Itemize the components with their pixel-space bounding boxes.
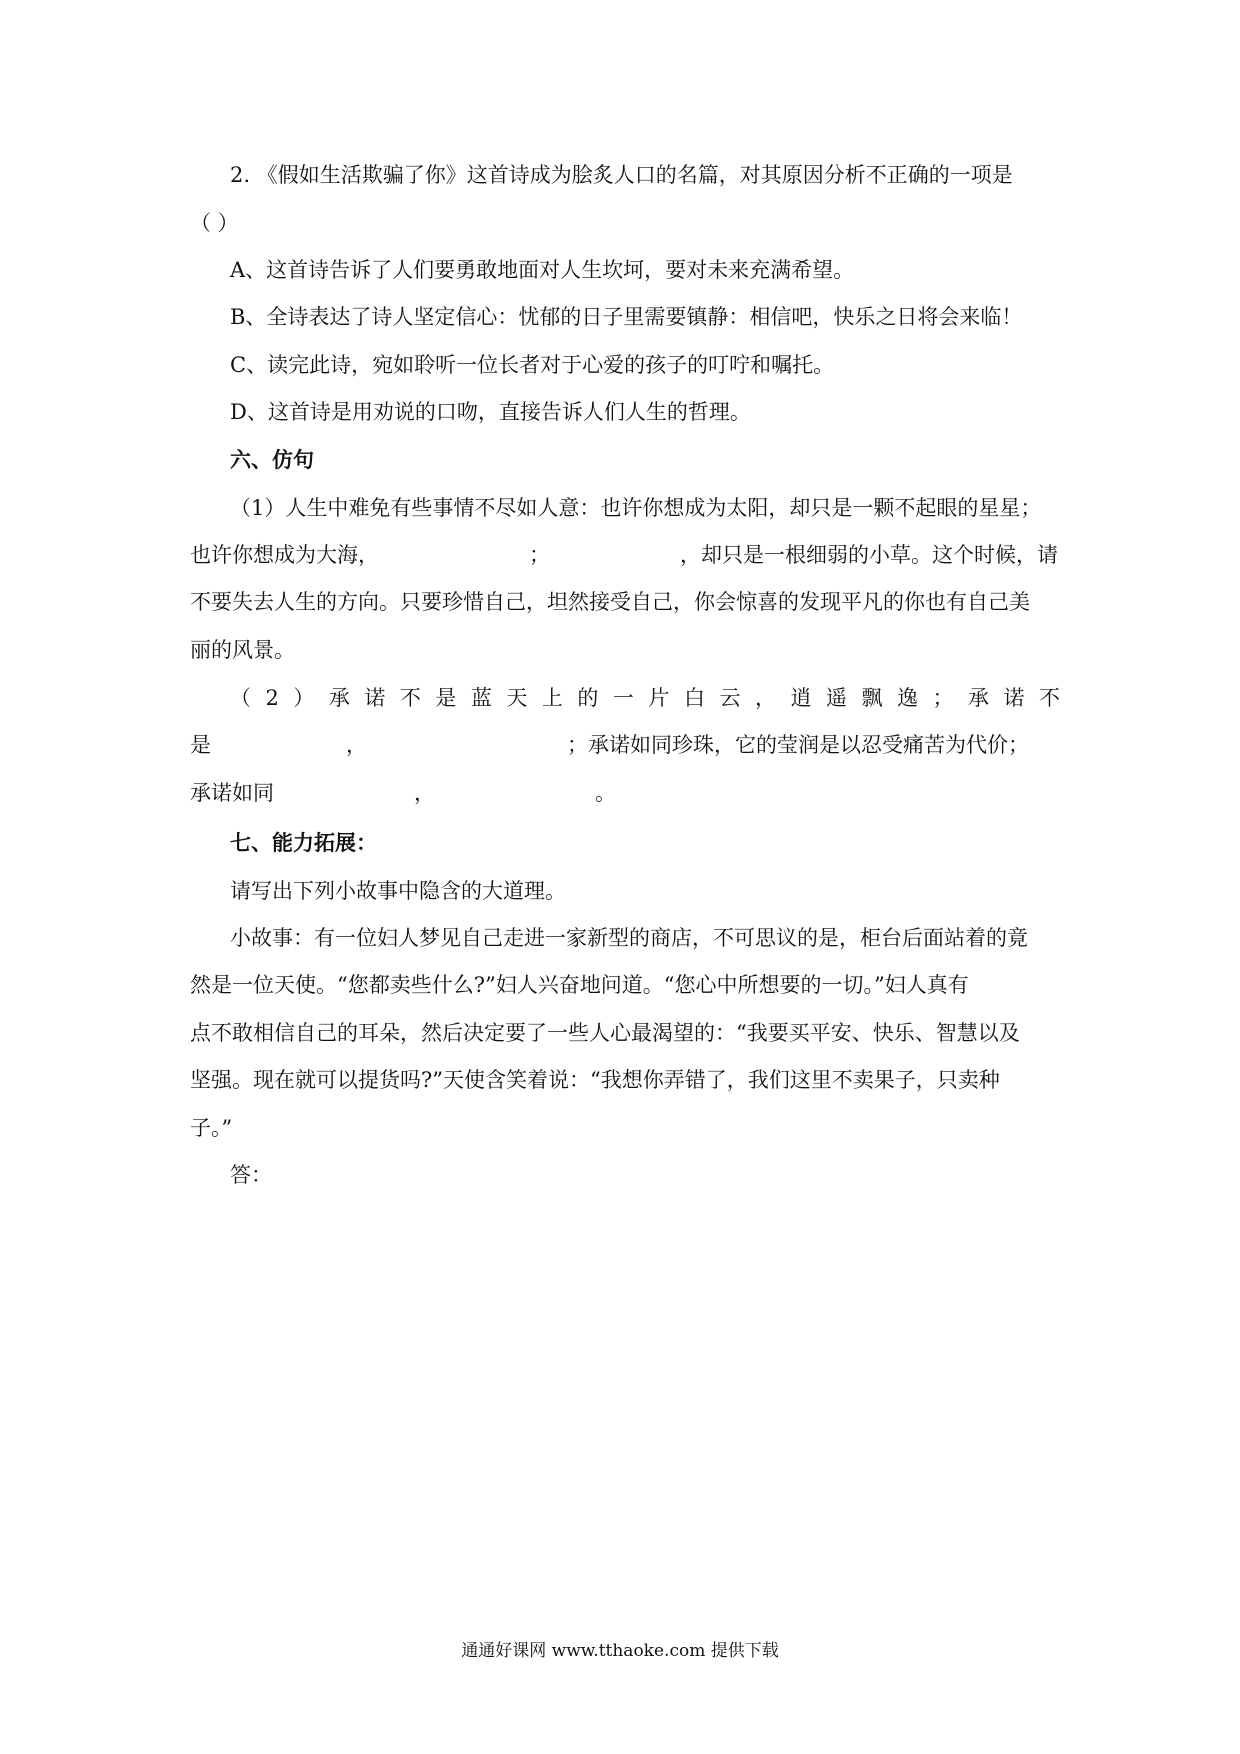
imitation-2-text-f: 。 bbox=[595, 781, 616, 805]
imitation-2-line-2 bbox=[190, 730, 1060, 760]
answer-parentheses: （ ） bbox=[190, 211, 239, 235]
imitation-1-text-c: ，却只是一根细弱的小草。这个时候，请 bbox=[680, 543, 1058, 567]
story-line-2: 然是一位天使。“您都卖些什么?”妇人兴奋地问道。“您心中所想要的一切。”妇人真有 bbox=[190, 973, 969, 997]
footer-url: www.tthaoke.com bbox=[551, 1641, 706, 1661]
option-b: B、全诗表达了诗人坚定信心：忧郁的日子里需要镇静：相信吧，快乐之日将会来临！ bbox=[230, 305, 1023, 329]
story-line-1: 小故事：有一位妇人梦见自己走进一家新型的商店，不可思议的是，柜台后面站着的竟 bbox=[230, 926, 1028, 950]
option-c: C、读完此诗，宛如聆听一位长者对于心爱的孩子的叮咛和嘱托。 bbox=[230, 353, 835, 377]
imitation-1-line-3: 不要失去人生的方向。只要珍惜自己，坦然接受自己，你会惊喜的发现平凡的你也有自己美 bbox=[190, 590, 1030, 614]
answer-label: 答： bbox=[230, 1163, 272, 1187]
question-2-stem: 2. 《假如生活欺骗了你》这首诗成为脍炙人口的名篇，对其原因分析不正确的一项是 bbox=[230, 163, 1013, 187]
option-d: D、这首诗是用劝说的口吻，直接告诉人们人生的哲理。 bbox=[230, 400, 751, 424]
imitation-1-text-a: 也许你想成为大海， bbox=[190, 543, 379, 567]
imitation-2-text-c: ；承诺如同珍珠，它的莹润是以忍受痛苦为代价； bbox=[567, 733, 1029, 757]
footer-site-name: 通通好课网 bbox=[461, 1641, 547, 1661]
imitation-1-line-2 bbox=[190, 540, 1060, 570]
imitation-1-line-4: 丽的风景。 bbox=[190, 638, 295, 662]
imitation-1-line-1: （1）人生中难免有些事情不尽如人意：也许你想成为太阳，却只是一颗不起眼的星星； bbox=[230, 496, 1042, 520]
option-a: A、这首诗告诉了人们要勇敢地面对人生坎坷，要对未来充满希望。 bbox=[230, 258, 855, 282]
section-6-title: 六、仿句 bbox=[230, 447, 314, 472]
imitation-2-text-d: 承诺如同 bbox=[190, 781, 274, 805]
story-line-4: 坚强。现在就可以提货吗?”天使含笑着说：“我想你弄错了，我们这里不卖果子，只卖种 bbox=[190, 1068, 1000, 1092]
imitation-2-text-b: ， bbox=[346, 733, 367, 757]
imitation-2-text-e: ， bbox=[414, 781, 435, 805]
story-line-5: 子。” bbox=[190, 1116, 233, 1140]
story-line-3: 点不敢相信自己的耳朵，然后决定要了一些人心最渴望的：“我要买平安、快乐、智慧以及 bbox=[190, 1021, 1020, 1045]
section-7-title: 七、能力拓展： bbox=[230, 830, 377, 855]
section-7-prompt: 请写出下列小故事中隐含的大道理。 bbox=[230, 879, 566, 903]
footer-suffix: 提供下载 bbox=[710, 1641, 779, 1661]
imitation-2-text-a: 是 bbox=[190, 733, 211, 757]
imitation-2-line-3 bbox=[190, 778, 1060, 808]
imitation-1-text-b: ； bbox=[529, 543, 550, 567]
imitation-2-line-1: （2）承诺不是蓝天上的一片白云，逍遥飘逸；承诺不 bbox=[230, 686, 1060, 710]
page-footer bbox=[0, 1638, 1240, 1664]
